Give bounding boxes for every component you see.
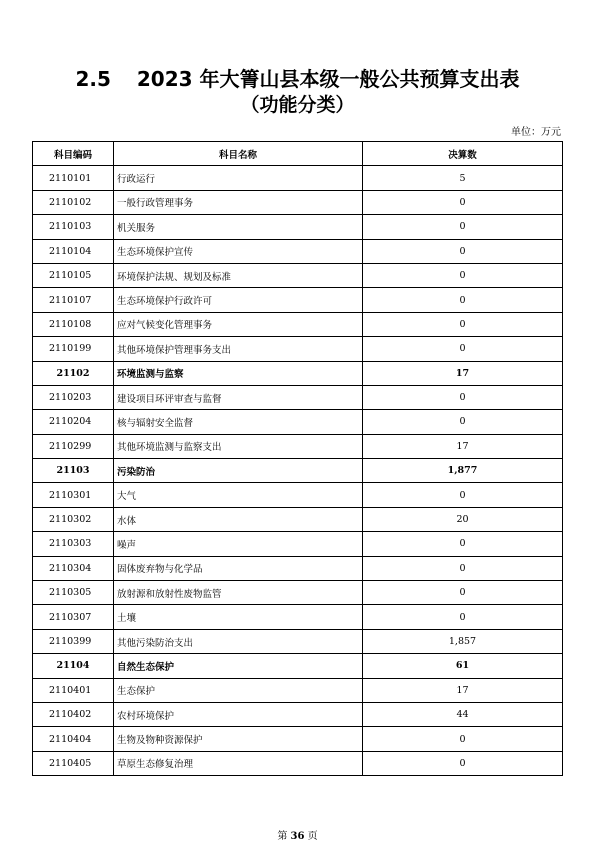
table-row (33, 312, 563, 336)
cell-name: 水体 (114, 507, 363, 531)
cell-amount: 0 (363, 556, 563, 580)
table-row (33, 654, 563, 678)
cell-code: 2110104 (33, 239, 114, 263)
cell-code: 2110102 (33, 190, 114, 214)
table-row (33, 678, 563, 702)
table-row (33, 410, 563, 434)
cell-name: 噪声 (114, 532, 363, 556)
cell-amount: 0 (363, 337, 563, 361)
cell-amount: 0 (363, 215, 563, 239)
cell-code: 2110103 (33, 215, 114, 239)
cell-name: 生物及物种资源保护 (114, 727, 363, 751)
table-row (33, 507, 563, 531)
cell-name: 大气 (114, 483, 363, 507)
cell-code: 2110107 (33, 288, 114, 312)
cell-amount: 0 (363, 727, 563, 751)
cell-code: 2110402 (33, 702, 114, 726)
table-row (33, 337, 563, 361)
cell-code: 2110301 (33, 483, 114, 507)
cell-amount: 17 (363, 434, 563, 458)
cell-code: 2110302 (33, 507, 114, 531)
cell-name: 自然生态保护 (114, 654, 363, 678)
table-row (33, 702, 563, 726)
cell-amount: 0 (363, 483, 563, 507)
table-row (33, 190, 563, 214)
cell-name: 固体废弃物与化学品 (114, 556, 363, 580)
table-row (33, 532, 563, 556)
cell-code: 2110105 (33, 263, 114, 287)
cell-amount: 0 (363, 581, 563, 605)
table-row (33, 727, 563, 751)
cell-name: 其他污染防治支出 (114, 629, 363, 653)
cell-name: 生态保护 (114, 678, 363, 702)
unit-label: 单位：万元 (511, 127, 561, 138)
cell-name: 行政运行 (114, 166, 363, 190)
cell-amount: 1,857 (363, 629, 563, 653)
footer-suffix: 页 (307, 831, 318, 842)
cell-name: 土壤 (114, 605, 363, 629)
budget-table (32, 141, 563, 776)
cell-code: 2110108 (33, 312, 114, 336)
cell-amount: 44 (363, 702, 563, 726)
table-body (33, 166, 563, 776)
cell-name: 机关服务 (114, 215, 363, 239)
section-number: 2.5 (75, 67, 111, 91)
cell-code: 2110307 (33, 605, 114, 629)
title-text: 2023 年大箐山县本级一般公共预算支出表 (136, 67, 520, 91)
table-row (33, 166, 563, 190)
table-row (33, 556, 563, 580)
column-header-name: 科目名称 (114, 142, 363, 166)
cell-amount: 0 (363, 190, 563, 214)
cell-name: 污染防治 (114, 459, 363, 483)
cell-amount: 17 (363, 678, 563, 702)
cell-code: 2110401 (33, 678, 114, 702)
column-header-code: 科目编码 (33, 142, 114, 166)
cell-code: 2110303 (33, 532, 114, 556)
cell-amount: 1,877 (363, 459, 563, 483)
table-row (33, 239, 563, 263)
cell-name: 环境保护法规、规划及标准 (114, 263, 363, 287)
table-row (33, 581, 563, 605)
cell-code: 2110101 (33, 166, 114, 190)
cell-amount: 0 (363, 751, 563, 775)
cell-code: 21103 (33, 459, 114, 483)
table-row (33, 263, 563, 287)
cell-name: 其他环境监测与监察支出 (114, 434, 363, 458)
table-row (33, 215, 563, 239)
cell-code: 2110404 (33, 727, 114, 751)
cell-amount: 20 (363, 507, 563, 531)
cell-amount: 0 (363, 263, 563, 287)
table-row (33, 629, 563, 653)
table-row (33, 459, 563, 483)
cell-name: 其他环境保护管理事务支出 (114, 337, 363, 361)
table-row (33, 483, 563, 507)
cell-amount: 0 (363, 239, 563, 263)
table-row (33, 288, 563, 312)
cell-amount: 0 (363, 288, 563, 312)
cell-code: 2110305 (33, 581, 114, 605)
cell-code: 2110399 (33, 629, 114, 653)
column-header-amount: 决算数 (363, 142, 563, 166)
footer-prefix: 第 (277, 831, 288, 842)
cell-code: 21102 (33, 361, 114, 385)
cell-amount: 61 (363, 654, 563, 678)
cell-amount: 0 (363, 410, 563, 434)
page-subtitle: （功能分类） (240, 94, 355, 116)
cell-name: 农村环境保护 (114, 702, 363, 726)
cell-name: 一般行政管理事务 (114, 190, 363, 214)
cell-code: 2110304 (33, 556, 114, 580)
cell-code: 2110199 (33, 337, 114, 361)
cell-name: 生态环境保护宣传 (114, 239, 363, 263)
cell-name: 放射源和放射性废物监管 (114, 581, 363, 605)
cell-name: 生态环境保护行政许可 (114, 288, 363, 312)
cell-code: 2110405 (33, 751, 114, 775)
cell-amount: 0 (363, 532, 563, 556)
table-row (33, 605, 563, 629)
cell-amount: 5 (363, 166, 563, 190)
page-footer (0, 827, 595, 842)
table-row (33, 751, 563, 775)
cell-amount: 0 (363, 605, 563, 629)
page-title (0, 66, 595, 92)
cell-amount: 0 (363, 312, 563, 336)
cell-code: 2110299 (33, 434, 114, 458)
cell-name: 建设项目环评审查与监督 (114, 385, 363, 409)
page-number: 36 (290, 831, 305, 842)
table-row (33, 385, 563, 409)
cell-name: 草原生态修复治理 (114, 751, 363, 775)
cell-name: 应对气候变化管理事务 (114, 312, 363, 336)
cell-amount: 0 (363, 385, 563, 409)
cell-name: 环境监测与监察 (114, 361, 363, 385)
cell-code: 2110204 (33, 410, 114, 434)
table-row (33, 434, 563, 458)
cell-amount: 17 (363, 361, 563, 385)
table-header-row (33, 142, 563, 166)
cell-code: 21104 (33, 654, 114, 678)
cell-name: 核与辐射安全监督 (114, 410, 363, 434)
table-row (33, 361, 563, 385)
cell-code: 2110203 (33, 385, 114, 409)
